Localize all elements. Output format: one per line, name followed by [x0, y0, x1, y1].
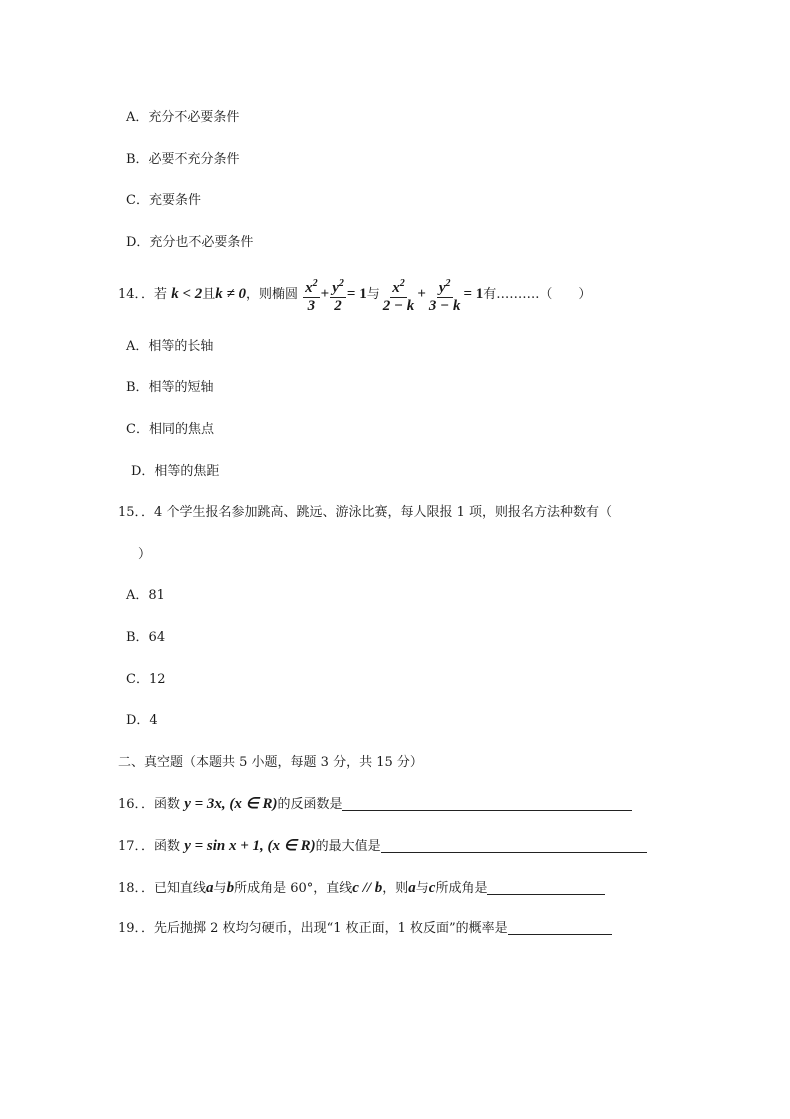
option-14-a: A．相等的长轴 [126, 339, 214, 354]
answer-blank-18[interactable] [487, 880, 605, 895]
q14-cond1: k < 2 [171, 286, 203, 302]
option-13-d: D．充分也不必要条件 [126, 235, 254, 250]
question-18: 18．．已知直线a与b所成角是 60°，直线c // b，则a与c所成角是 [118, 879, 605, 898]
option-13-b: B．必要不充分条件 [126, 152, 240, 167]
answer-blank-19[interactable] [508, 920, 612, 935]
ellipse1-term2: $\frac{y^2}{2}$ [330, 275, 346, 315]
ellipse2-term1: $\frac{x^2}{2 - k}$ [381, 275, 417, 315]
question-14: 14．．若 k < 2且k ≠ 0，则椭圆 $\frac{x^2}{3}$ + $\frac{y^2}{2}$ = 1与 $\frac{x^2}{2 - k}$ + $\frac{y^2}{3 - k}$ = 1有……….（ ） [118, 272, 591, 317]
ellipse1-eq: = 1 [346, 286, 367, 302]
answer-blank-17[interactable] [381, 838, 647, 853]
section-2-heading: 二、真空题（本题共 5 小题，每题 3 分，共 15 分） [118, 755, 423, 770]
option-13-a: A．充分不必要条件 [126, 110, 240, 125]
q17-formula: y = sin x + 1, (x ∈ R) [184, 838, 316, 854]
option-15-a: A．81 [126, 588, 165, 603]
option-15-d: D．4 [126, 713, 158, 728]
option-14-c: C．相同的焦点 [126, 422, 214, 437]
q14-mid: ，则椭圆 [246, 287, 299, 302]
ellipse2-eq: = 1 [463, 286, 484, 302]
question-15: 15．．4 个学生报名参加跳高、跳远、游泳比赛，每人限报 1 项，则报名方法种数有（ [118, 505, 612, 520]
ellipse2-term2: $\frac{y^2}{3 - k}$ [427, 275, 463, 315]
question-16: 16．．函数 y = 3x, (x ∈ R)的反函数是 [118, 795, 632, 814]
q14-with: 与 [366, 287, 380, 302]
question-17: 17．．函数 y = sin x + 1, (x ∈ R)的最大值是 [118, 837, 647, 856]
option-14-d: D．相等的焦距 [131, 464, 220, 479]
option-14-b: B．相等的短轴 [126, 380, 214, 395]
question-15-close: ） [138, 547, 152, 562]
ellipse1-term1: $\frac{x^2}{3}$ [303, 275, 320, 315]
q14-prefix: 14．．若 [118, 287, 168, 302]
q14-suffix: 有……….（ ） [483, 287, 592, 302]
q14-and: 且 [202, 287, 216, 302]
answer-blank-16[interactable] [342, 796, 632, 811]
question-19: 19．．先后抛掷 2 枚均匀硬币，出现“1 枚正面，1 枚反面”的概率是 [118, 920, 612, 938]
option-15-c: C．12 [126, 672, 166, 687]
q14-cond2: k ≠ 0 [215, 286, 246, 302]
option-13-c: C．充要条件 [126, 193, 201, 208]
q16-formula: y = 3x, (x ∈ R) [184, 796, 278, 812]
option-15-b: B．64 [126, 630, 166, 645]
